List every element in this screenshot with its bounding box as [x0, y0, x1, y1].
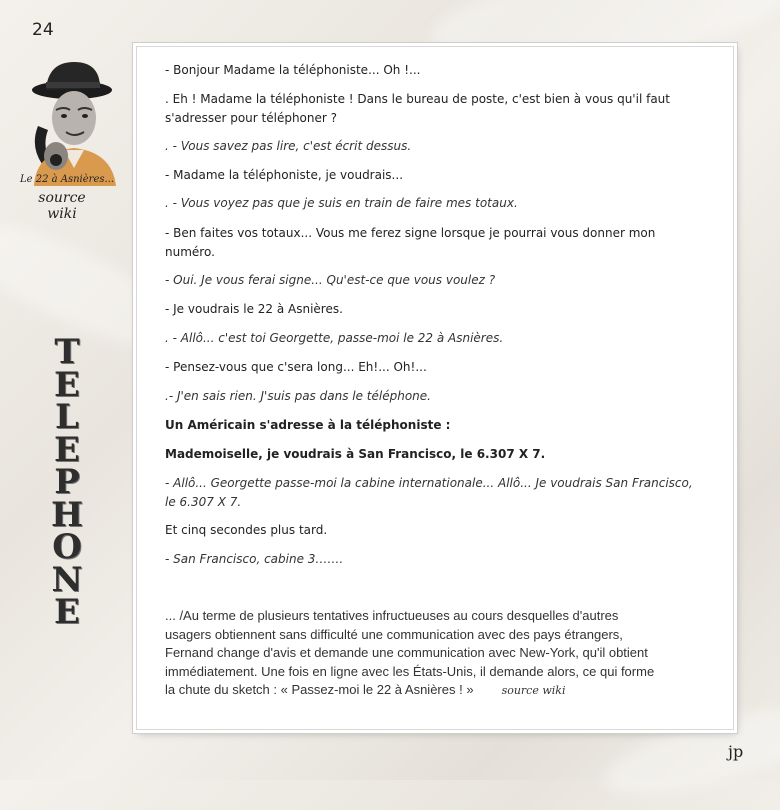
ending-line: usagers obtiennent sans difficulté une communication avec des pays étrangers,: [165, 626, 623, 642]
dialogue-line: - Allô... Georgette passe-moi la cabine internationale... Allô... Je voudrais San Francisco,: [165, 476, 693, 490]
dialogue-line: . - Allô... c'est toi Georgette, passe-moi le 22 à Asnières.: [165, 331, 504, 345]
source-caption: [22, 190, 102, 222]
dialogue-line: .- J'en sais rien. J'suis pas dans le téléphone.: [165, 389, 431, 403]
signature: jp: [728, 742, 744, 761]
source-caption-line2: wiki: [47, 206, 77, 222]
dialogue-line: - Bonjour Madame la téléphoniste... Oh !...: [165, 63, 421, 77]
dialogue-line: . - Vous voyez pas que je suis en train de faire mes totaux.: [165, 196, 518, 210]
sketch-text-card: [136, 46, 734, 730]
page-number: 24: [32, 20, 54, 40]
dialogue-line: Et cinq secondes plus tard.: [165, 523, 328, 537]
ending-source: source wiki: [501, 684, 566, 697]
dialogue-line: . Eh ! Madame la téléphoniste ! Dans le bureau de poste, c'est bien à vous qu'il faut: [165, 92, 670, 106]
man-with-hat-on-phone-icon: [16, 56, 126, 186]
dialogue-line: - Ben faites vos totaux... Vous me ferez signe lorsque je pourrai vous donner mon: [165, 226, 656, 240]
ending-line: Fernand change d'avis et demande une communication avec New-York, qu'il obtient: [165, 645, 648, 660]
title-letter: T: [54, 332, 80, 372]
dialogue-line: - Pensez-vous que c'sera long... Eh!... Oh!...: [165, 360, 427, 374]
title-letter: P: [54, 462, 80, 502]
ending-line-last: [165, 681, 705, 701]
dialogue-line: numéro.: [165, 245, 215, 259]
section-heading: Un Américain s'adresse à la téléphoniste :: [165, 418, 451, 432]
title-letter: E: [54, 364, 80, 405]
title-letter: E: [54, 429, 80, 470]
dialogue-line: Mademoiselle, je voudrais à San Francisco, le 6.307 X 7.: [165, 447, 546, 461]
title-letter: L: [55, 397, 79, 437]
dialogue-line: - Oui. Je vous ferai signe... Qu'est-ce que vous voulez ?: [165, 273, 496, 287]
title-letter: O: [52, 527, 82, 567]
vertical-title: [50, 332, 84, 632]
title-letter: E: [54, 592, 80, 632]
ending-paragraph: [165, 607, 705, 701]
title-letter: N: [51, 559, 83, 600]
portrait-illustration: [16, 56, 126, 186]
dialogue-line: - Je voudrais le 22 à Asnières.: [165, 302, 343, 316]
dialogue-line: s'adresser pour téléphoner ?: [165, 111, 337, 125]
source-caption-line1: source: [38, 190, 86, 206]
dialogue-line: le 6.307 X 7.: [165, 495, 242, 509]
ending-line: la chute du sketch : « Passez-moi le 22 à Asnières ! »: [165, 682, 474, 697]
ending-line: immédiatement. Une fois en ligne avec les États-Unis, il demande alors, ce qui forme: [165, 663, 655, 679]
ending-line: ... /Au terme de plusieurs tentatives infructueuses au cours desquelles d'autres: [165, 608, 619, 623]
portrait-caption: Le 22 à Asnières...: [19, 174, 115, 185]
dialogue-line: - Madame la téléphoniste, je voudrais...: [165, 168, 404, 182]
title-letter: H: [50, 494, 84, 535]
dialogue-line: - San Francisco, cabine 3…….: [165, 552, 344, 566]
dialogue-line: . - Vous savez pas lire, c'est écrit dessus.: [165, 139, 412, 153]
